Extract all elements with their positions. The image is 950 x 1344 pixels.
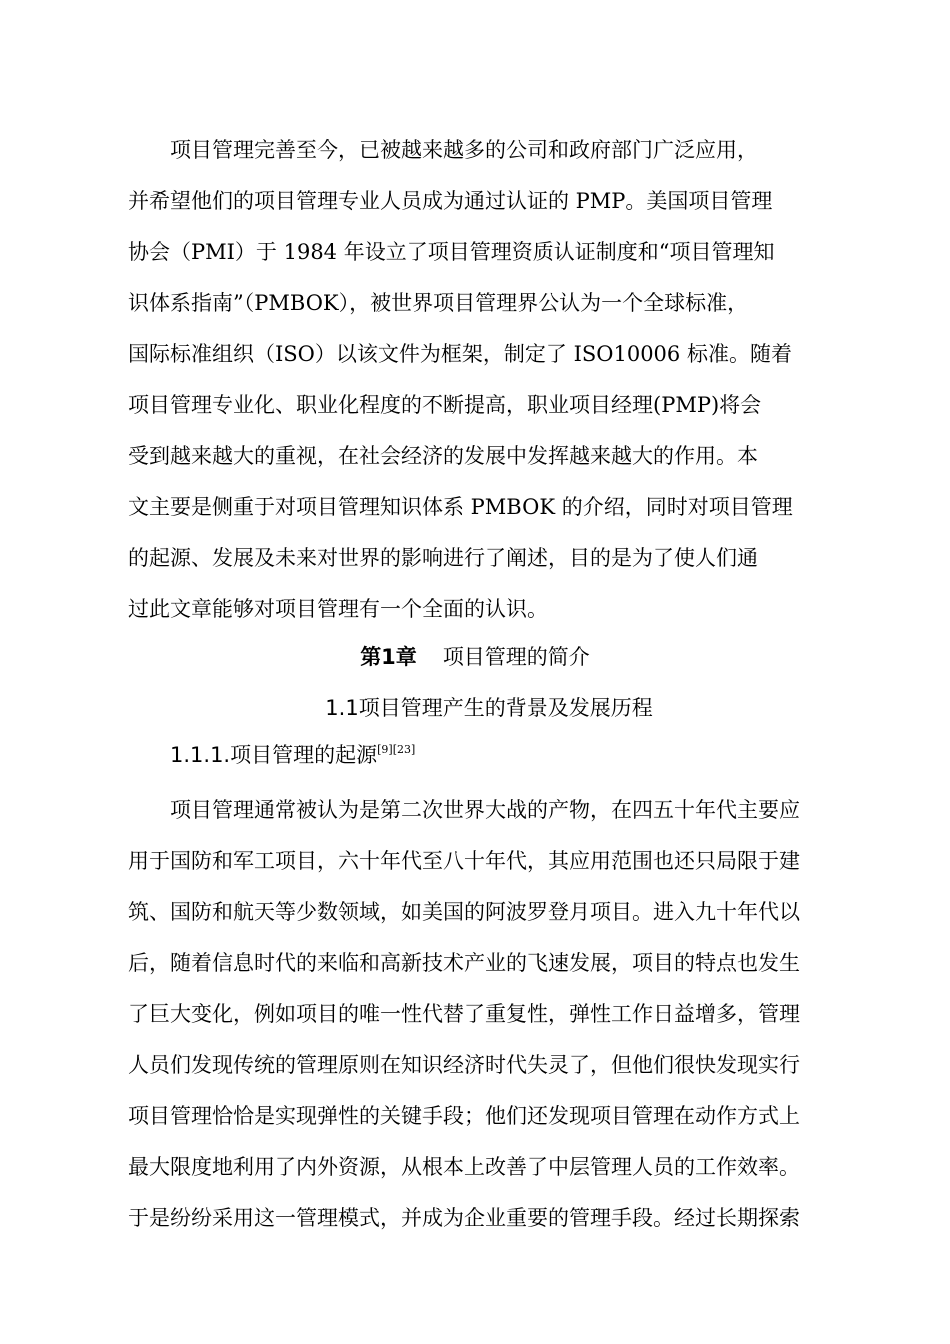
- section-number: 1.1: [325, 696, 359, 720]
- intro-line-10: 过此文章能够对项目管理有一个全面的认识。: [128, 597, 548, 621]
- intro-line-1: 项目管理完善至今，已被越来越多的公司和政府部门广泛应用，: [170, 138, 758, 162]
- subsection-title: 项目管理的起源: [230, 743, 378, 767]
- subsection-number: 1.1.1.: [170, 743, 231, 767]
- chapter-number: 第1章: [360, 645, 417, 669]
- chapter-title: 项目管理的简介: [442, 645, 590, 669]
- body-line-6: 人员们发现传统的管理原则在知识经济时代失灵了，但他们很快发现实行: [128, 1053, 800, 1077]
- intro-line-3: 协会（PMI）于 1984 年设立了项目管理资质认证制度和“项目管理知: [128, 240, 775, 264]
- body-line-5: 了巨大变化，例如项目的唯一性代替了重复性，弹性工作日益增多，管理: [128, 1002, 800, 1026]
- body-line-8: 最大限度地利用了内外资源，从根本上改善了中层管理人员的工作效率。: [128, 1155, 800, 1179]
- intro-line-5: 国际标准组织（ISO）以该文件为框架，制定了 ISO10006 标准。随着: [128, 342, 792, 366]
- chapter-heading: [0, 642, 950, 672]
- body-line-2: 用于国防和军工项目，六十年代至八十年代，其应用范围也还只局限于建: [128, 849, 800, 873]
- subsection-heading: [170, 740, 415, 770]
- body-line-3: 筑、国防和航天等少数领域，如美国的阿波罗登月项目。进入九十年代以: [128, 900, 800, 924]
- intro-line-9: 的起源、发展及未来对世界的影响进行了阐述，目的是为了使人们通: [128, 546, 758, 570]
- intro-line-7: 受到越来越大的重视，在社会经济的发展中发挥越来越大的作用。本: [128, 444, 758, 468]
- subsection-citation: [9][23]: [377, 743, 416, 756]
- body-line-7: 项目管理恰恰是实现弹性的关键手段；他们还发现项目管理在动作方式上: [128, 1104, 800, 1128]
- section-heading: [0, 693, 950, 723]
- intro-line-6: 项目管理专业化、职业化程度的不断提高，职业项目经理(PMP)将会: [128, 393, 762, 417]
- intro-line-4: 识体系指南”（PMBOK），被世界项目管理界公认为一个全球标准，: [128, 291, 749, 315]
- section-title: 项目管理产生的背景及发展历程: [358, 696, 653, 720]
- body-line-9: 于是纷纷采用这一管理模式，并成为企业重要的管理手段。经过长期探索: [128, 1206, 800, 1230]
- body-line-4: 后，随着信息时代的来临和高新技术产业的飞速发展，项目的特点也发生: [128, 951, 800, 975]
- intro-line-2: 并希望他们的项目管理专业人员成为通过认证的 PMP。美国项目管理: [128, 189, 773, 213]
- body-line-1: 项目管理通常被认为是第二次世界大战的产物，在四五十年代主要应: [170, 798, 800, 822]
- intro-line-8: 文主要是侧重于对项目管理知识体系 PMBOK 的介绍，同时对项目管理: [128, 495, 793, 519]
